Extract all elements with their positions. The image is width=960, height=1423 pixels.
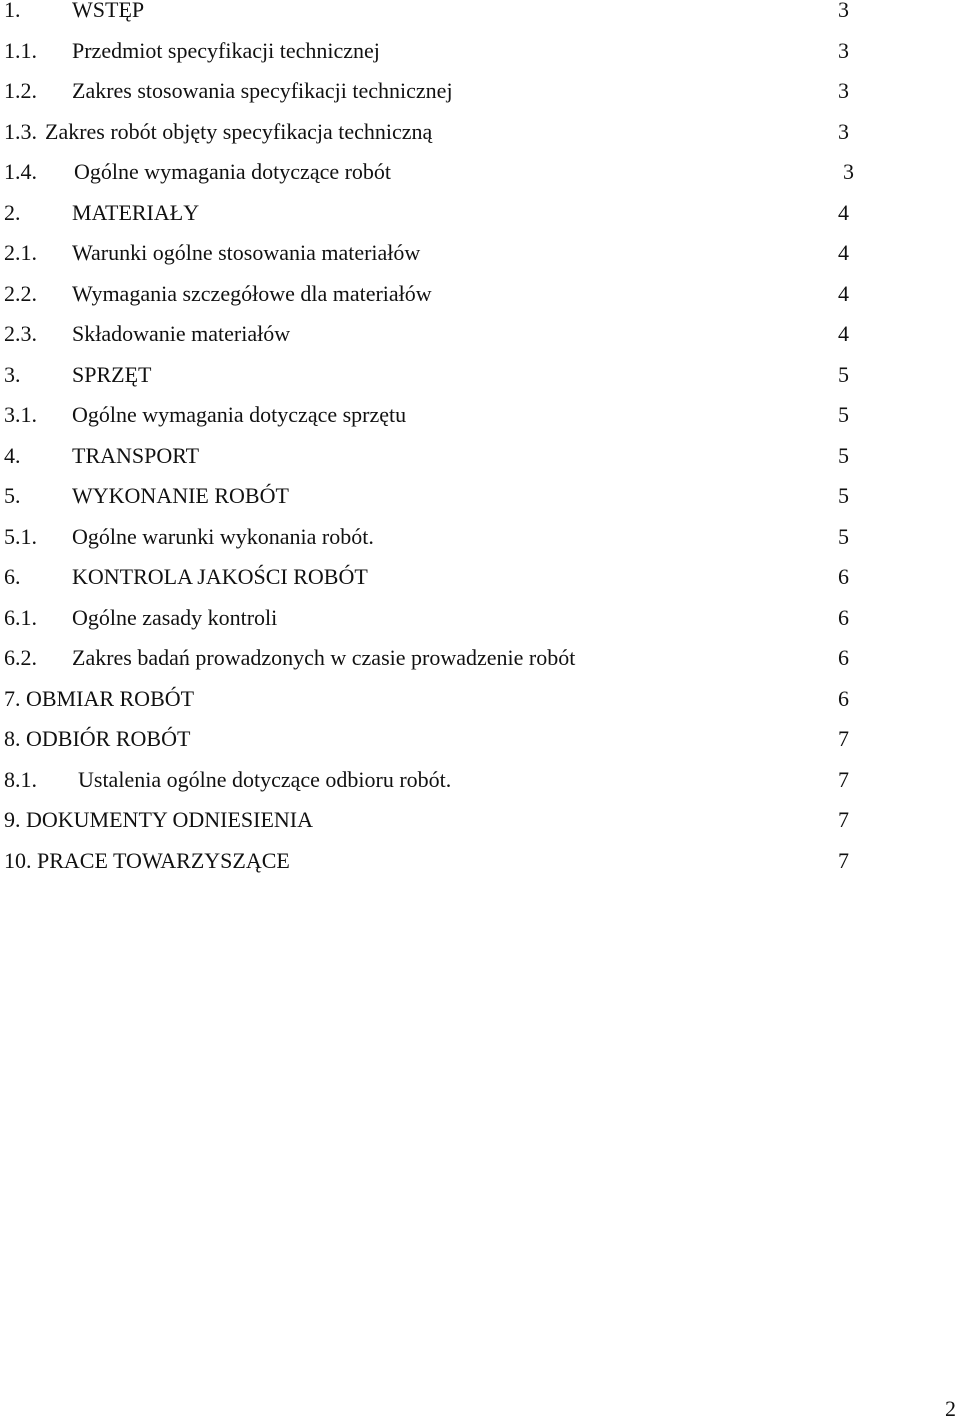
- toc-entry-page: 5: [838, 523, 849, 549]
- toc-entry-title: Wymagania szczegółowe dla materiałów: [72, 280, 432, 306]
- toc-entry-title: OBMIAR ROBÓT: [26, 685, 195, 711]
- toc-entry[interactable]: [0, 847, 960, 875]
- toc-entry-title: Przedmiot specyfikacji technicznej: [72, 37, 380, 63]
- toc-entry-number: 6.1.: [4, 604, 37, 630]
- toc-entry-number: 2.2.: [4, 280, 37, 306]
- toc-entry-page: 5: [838, 361, 849, 387]
- toc-entry[interactable]: [0, 604, 960, 632]
- page-number: 2: [945, 1396, 956, 1421]
- toc-entry-title: DOKUMENTY ODNIESIENIA: [26, 807, 313, 832]
- toc-entry-page: 3: [838, 0, 849, 22]
- toc-entry-title: Składowanie materiałów: [72, 321, 291, 346]
- toc-entry-title: SPRZĘT: [72, 361, 152, 387]
- toc-entry-number: 2.3.: [4, 321, 37, 346]
- toc-entry[interactable]: [0, 118, 960, 146]
- toc-entry[interactable]: [0, 320, 960, 348]
- toc-entry-title: Zakres stosowania specyfikacji technicznej: [72, 78, 453, 103]
- toc-entry-page: 3: [838, 37, 849, 63]
- toc-entry-title: Ogólne wymagania dotyczące robót: [74, 159, 392, 184]
- toc-entry-title: Ustalenia ogólne dotyczące odbioru robót.: [78, 766, 452, 792]
- toc-entry[interactable]: [0, 523, 960, 551]
- toc-entry-page: 5: [838, 402, 849, 427]
- toc-entry[interactable]: [0, 280, 960, 308]
- toc-entry-number: 8.1.: [4, 766, 37, 792]
- toc-entry-page: 4: [838, 280, 849, 306]
- toc-entry-page: 4: [838, 321, 849, 346]
- toc-entry[interactable]: [0, 482, 960, 510]
- toc-entry-number: 4.: [4, 442, 21, 468]
- toc-entry-number: 1.2.: [4, 78, 37, 103]
- toc-entry[interactable]: [0, 239, 960, 267]
- toc-entry-number: 1.4.: [4, 159, 37, 184]
- toc-entry[interactable]: [0, 644, 960, 672]
- toc-entry-page: 6: [838, 604, 849, 630]
- toc-entry[interactable]: [0, 442, 960, 470]
- toc-entry-page: 6: [838, 645, 849, 670]
- toc-entry[interactable]: [0, 563, 960, 591]
- toc-entry-number: 10.: [4, 847, 32, 873]
- toc-entry-page: 5: [838, 483, 849, 508]
- toc-entry-title: MATERIAŁY: [72, 199, 200, 225]
- toc-entry-page: 7: [838, 726, 849, 751]
- toc-entry[interactable]: [0, 685, 960, 713]
- toc-entry-number: 5.: [4, 483, 21, 508]
- toc-entry[interactable]: [0, 361, 960, 389]
- toc-entry-title: Warunki ogólne stosowania materiałów: [72, 240, 421, 265]
- toc-entry-number: 6.: [4, 564, 21, 589]
- toc-entry-title: TRANSPORT: [72, 442, 200, 468]
- toc-entry-number: 7.: [4, 685, 21, 711]
- toc-entry-page: 7: [838, 766, 849, 792]
- toc-entry-number: 1.: [4, 0, 21, 22]
- toc-entry[interactable]: [0, 766, 960, 794]
- toc-entry-page: 3: [843, 159, 854, 184]
- toc-entry-number: 5.1.: [4, 523, 37, 549]
- toc-entry-page: 7: [838, 847, 849, 873]
- toc-entry[interactable]: [0, 158, 960, 186]
- toc-entry-title: Zakres badań prowadzonych w czasie prowadzenie robót: [72, 645, 576, 670]
- toc-entry[interactable]: [0, 0, 960, 24]
- toc-entry-number: 3.: [4, 361, 21, 387]
- toc-entry-title: WSTĘP: [72, 0, 145, 22]
- toc-entry-number: 2.1.: [4, 240, 37, 265]
- toc-entry-page: 4: [838, 240, 849, 265]
- toc-entry-title: Ogólne zasady kontroli: [72, 604, 278, 630]
- toc-entry-number: 9.: [4, 807, 21, 832]
- toc-entry-number: 3.1.: [4, 402, 37, 427]
- toc-entry-title: Ogólne warunki wykonania robót.: [72, 523, 374, 549]
- toc-entry-number: 6.2.: [4, 645, 37, 670]
- toc-entry-page: 6: [838, 685, 849, 711]
- toc-entry[interactable]: [0, 199, 960, 227]
- toc-entry-number: 1.3.: [4, 118, 37, 144]
- toc-entry[interactable]: [0, 725, 960, 753]
- toc-entry[interactable]: [0, 77, 960, 105]
- toc-entry[interactable]: [0, 37, 960, 65]
- toc-entry-title: Ogólne wymagania dotyczące sprzętu: [72, 402, 407, 427]
- toc-entry-number: 8.: [4, 726, 21, 751]
- toc-entry[interactable]: [0, 806, 960, 834]
- toc-entry-title: WYKONANIE ROBÓT: [72, 483, 289, 508]
- toc-entry-title: PRACE TOWARZYSZĄCE: [37, 847, 290, 873]
- toc-entry-page: 6: [838, 564, 849, 589]
- toc-entry-title: Zakres robót objęty specyfikacja techniczną: [45, 118, 433, 144]
- toc-entry-number: 2.: [4, 199, 21, 225]
- toc-entry-page: 3: [838, 78, 849, 103]
- toc-entry-title: ODBIÓR ROBÓT: [26, 726, 191, 751]
- toc-entry-title: KONTROLA JAKOŚCI ROBÓT: [72, 564, 368, 589]
- toc-entry-page: 3: [838, 118, 849, 144]
- toc-entry-number: 1.1.: [4, 37, 37, 63]
- toc-entry[interactable]: [0, 401, 960, 429]
- toc-entry-page: 7: [838, 807, 849, 832]
- toc-entry-page: 4: [838, 199, 849, 225]
- toc-entry-page: 5: [838, 442, 849, 468]
